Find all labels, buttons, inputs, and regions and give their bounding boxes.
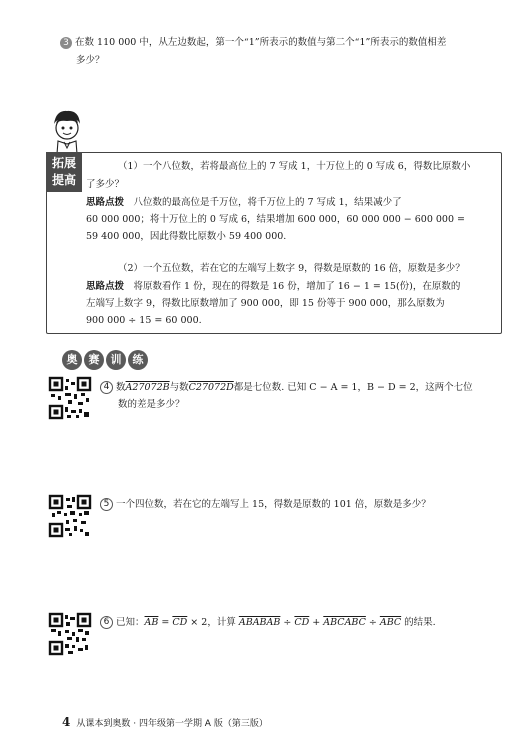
question-text: 一个四位数，若在它的左端写上 15，得数是原数的 101 倍，原数是多少？: [116, 499, 431, 510]
question-4: [100, 381, 473, 394]
tip-text: 八位数的最高位是千万位，将千万位上的 7 写成 1，结果减少了: [124, 197, 402, 208]
overlined-number: $\overline{CD}$: [294, 617, 310, 628]
overlined-number: ABABAB: [238, 617, 281, 628]
olympiad-badge: 奥: [62, 350, 82, 370]
page-footer: [62, 716, 268, 730]
question-4-line2: 数的差是多少？: [118, 399, 185, 410]
boy-avatar-icon: [50, 108, 84, 158]
page-number: 4: [62, 715, 71, 729]
ext-tip-1-line2: 60 000 000；将十万位上的 0 写成 6，结果增加 600 000，60 000 000 − 600 000 =: [86, 214, 466, 225]
ext-tip-1-line1: [86, 196, 402, 209]
question-number-badge: 6: [100, 616, 113, 629]
question-number-badge: 5: [100, 498, 113, 511]
ext-tip-2-line1: [86, 280, 460, 293]
tip-text: 将原数看作 1 份，现在的得数是 16 份，增加了 16 − 1 = 15(份)，在原数的: [124, 281, 461, 292]
number-C27072D: C27072D: [188, 382, 234, 393]
overlined-number: $\overline{AB}$: [144, 617, 159, 628]
olympiad-training-header: [62, 348, 150, 370]
question-text: 已知：: [116, 617, 145, 628]
question-text: 都是七位数. 已知 C − A = 1，B − D = 2，这两个七位: [233, 382, 473, 393]
question-text: ÷: [365, 617, 380, 628]
question-3: [60, 36, 446, 49]
question-6: [100, 616, 436, 629]
qr-code-icon: [48, 376, 92, 424]
question-text: 在数 110 000 中，从左边数起，第一个“1”所表示的数值与第二个“1”所表示的数值相差: [75, 37, 447, 48]
extension-tag-line2: 提高: [51, 173, 76, 187]
ext-problem-2-line1: （2）一个五位数，若在它的左端写上数字 9，得数是原数的 16 倍，原数是多少？: [118, 263, 465, 274]
question-text: × 2，计算: [187, 617, 239, 628]
ext-tip-1-line3: 59 400 000，因此得数比原数小 59 400 000.: [86, 231, 287, 242]
question-number-badge: 4: [100, 381, 113, 394]
tip-label: 思路点拨: [86, 197, 125, 208]
olympiad-badge: 练: [128, 350, 148, 370]
olympiad-badge: 训: [106, 350, 126, 370]
overlined-number: ABCABC: [323, 617, 366, 628]
question-text: +: [309, 617, 324, 628]
question-5: [100, 498, 431, 511]
question-text: ÷: [280, 617, 295, 628]
overlined-number: $\overline{CD}$: [172, 617, 188, 628]
olympiad-badge: 赛: [84, 350, 104, 370]
extension-tag: [46, 152, 82, 192]
qr-code-icon: [48, 494, 92, 542]
question-text: 与数: [169, 382, 189, 393]
ext-problem-1-line2: 了多少？: [86, 179, 125, 190]
question-number-badge: 3: [60, 37, 72, 49]
ext-problem-1-line1: （1）一个八位数，若将最高位上的 7 写成 1，十万位上的 0 写成 6，得数比原数小: [118, 161, 471, 172]
extension-tag-line1: 拓展: [51, 156, 76, 170]
book-title: 从课本到奥数 · 四年级第一学期 A 版（第三版）: [76, 719, 268, 729]
question-text: 的结果.: [401, 617, 436, 628]
number-A27072B: A27072B: [125, 382, 170, 393]
qr-code-icon: [48, 612, 92, 660]
question-text: =: [158, 617, 173, 628]
ext-tip-2-line3: 900 000 ÷ 15 = 60 000.: [86, 315, 202, 326]
tip-label: 思路点拨: [86, 281, 125, 292]
question-3-line2: 多少？: [76, 55, 105, 66]
ext-tip-2-line2: 左端写上数字 9，得数比原数增加了 900 000，即 15 份等于 900 000，那么原数为: [86, 298, 445, 309]
question-text: 数: [116, 382, 126, 393]
overlined-number: $\overline{ABC}$: [379, 617, 402, 628]
